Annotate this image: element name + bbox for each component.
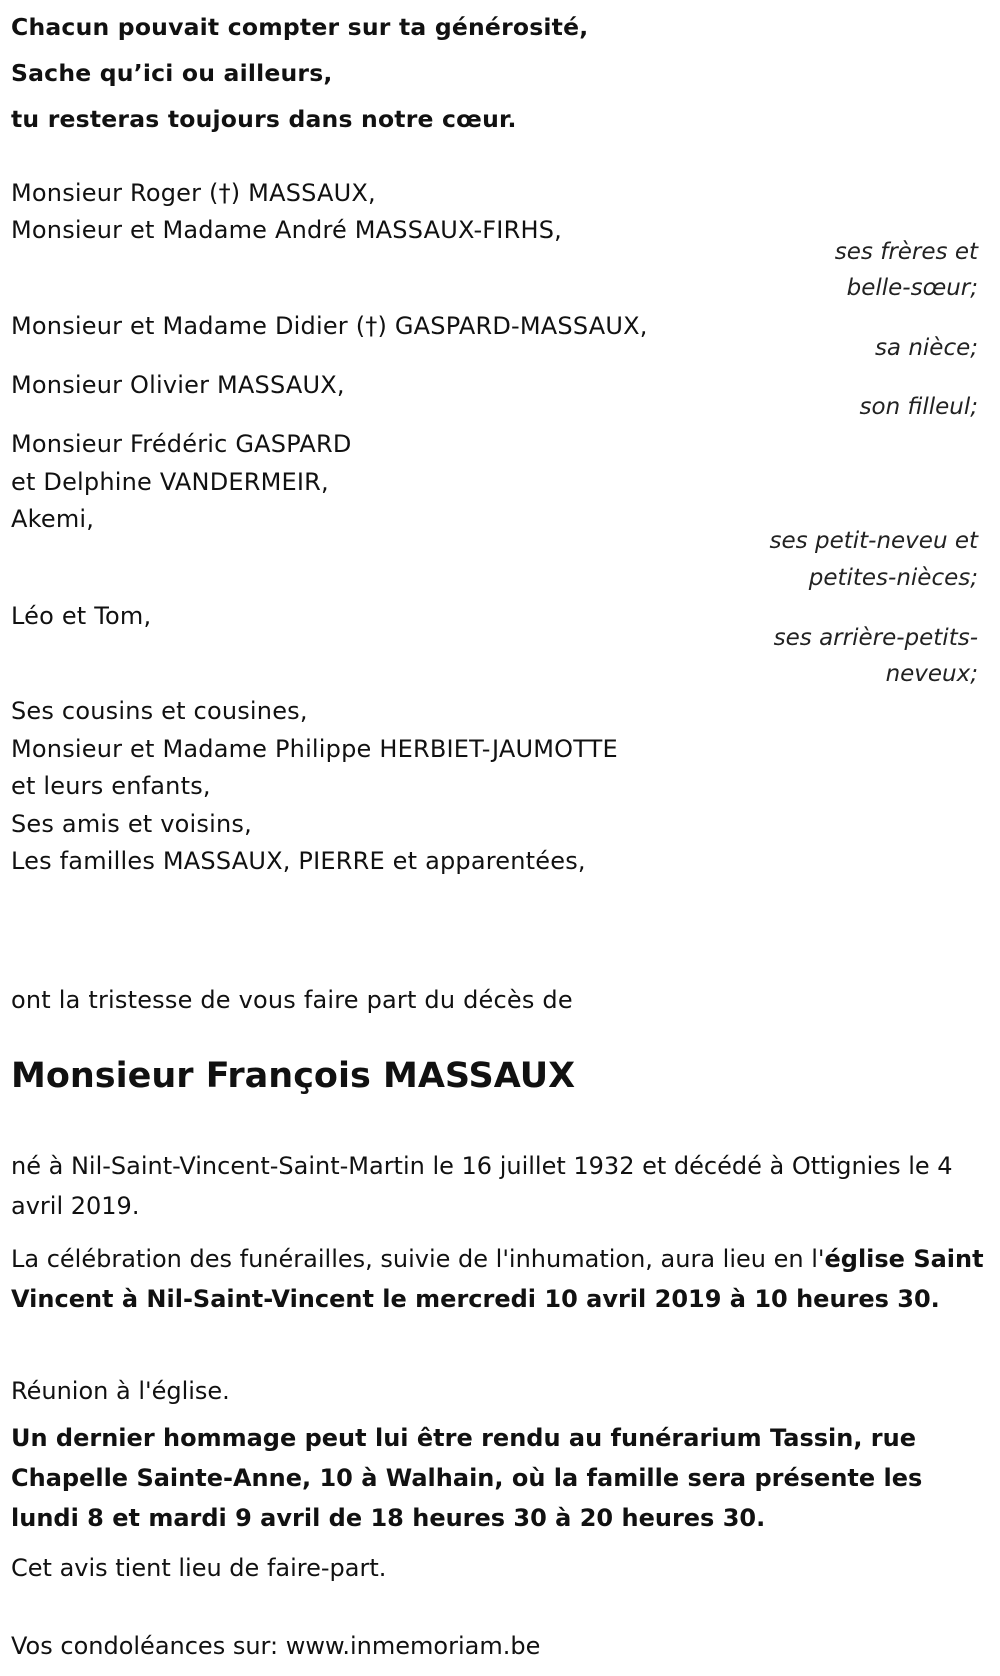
relation-label: ses petit-neveu et <box>769 528 978 554</box>
relation-label: neveux; <box>885 661 978 687</box>
family-member: Léo et Tom, <box>11 602 152 630</box>
family-member: Ses cousins et cousines, <box>11 697 308 725</box>
birth-death-text: né à Nil-Saint-Vincent-Saint-Martin le 16 juillet 1932 et décédé à Ottignies le 4 avril 2019. <box>11 1152 953 1220</box>
family-member: Monsieur Roger (†) MASSAUX, <box>11 179 376 207</box>
relation-label: petites-nièces; <box>808 565 978 591</box>
family-member: Monsieur et Madame André MASSAUX-FIRHS, <box>11 216 562 244</box>
deceased-name: Monsieur François MASSAUX <box>11 1056 576 1096</box>
family-member: Monsieur et Madame Philippe HERBIET-JAUMOTTE <box>11 735 618 763</box>
relation-label: ses arrière-petits- <box>773 625 978 651</box>
relation-label: belle-sœur; <box>846 275 978 301</box>
reunion-text: Réunion à l'église. <box>11 1377 230 1405</box>
family-member: Monsieur Frédéric GASPARD <box>11 430 352 458</box>
family-member: Monsieur et Madame Didier (†) GASPARD-MASSAUX, <box>11 312 648 340</box>
family-member: Monsieur Olivier MASSAUX, <box>11 371 345 399</box>
poem-line-3: tu resteras toujours dans notre cœur. <box>11 105 517 133</box>
family-member: et leurs enfants, <box>11 772 211 800</box>
funeral-details: église Saint Vincent à Nil-Saint-Vincent le mercredi 10 avril 2019 à 10 heures 30. <box>11 1245 984 1313</box>
family-member: Les familles MASSAUX, PIERRE et apparentées, <box>11 847 586 875</box>
homage-text: Un dernier hommage peut lui être rendu au funérarium Tassin, rue Chapelle Sainte-Anne, 10 à Walhain, où la famille sera présente les lundi 8 et mardi 9 avril de 18 heures 30 à 20 heures 30. <box>11 1424 923 1532</box>
poem-line-1: Chacun pouvait compter sur ta générosité, <box>11 13 589 41</box>
funeral-intro: La célébration des funérailles, suivie de l'inhumation, aura lieu en l' <box>11 1245 825 1273</box>
family-member: Akemi, <box>11 505 95 533</box>
relation-label: ses frères et <box>834 239 978 265</box>
condolences-text: Vos condoléances sur: www.inmemoriam.be <box>11 1632 541 1660</box>
relation-label: sa nièce; <box>874 335 978 361</box>
poem-line-2: Sache qu’ici ou ailleurs, <box>11 59 333 87</box>
funeral-text <box>11 1239 989 1319</box>
family-member: Ses amis et voisins, <box>11 810 252 838</box>
announcement-text: ont la tristesse de vous faire part du décès de <box>11 986 573 1014</box>
relation-label: son filleul; <box>859 394 978 420</box>
family-member: et Delphine VANDERMEIR, <box>11 468 329 496</box>
notice-text: Cet avis tient lieu de faire-part. <box>11 1554 387 1582</box>
